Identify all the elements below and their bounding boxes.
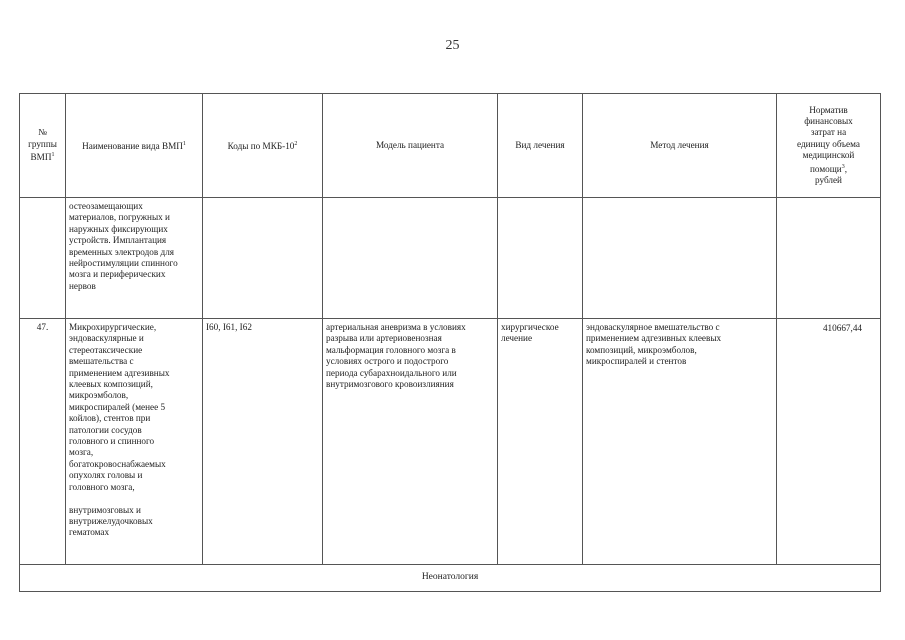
cell-treatment-method: эндоваскулярное вмешательство с применением адгезивных клеевых композиций, микроэмболов, микроспиралей и стентов (583, 319, 777, 565)
table-row (20, 319, 881, 565)
cell-empty (498, 198, 583, 319)
header-group-number: № группы ВМП$^1$ (20, 94, 66, 198)
cell-empty (20, 198, 66, 319)
cell-group-number: 47. (20, 319, 66, 565)
cell-patient-model: артериальная аневризма в условиях разрыва или артериовенозная мальформация головного мозга в условиях острого и подострого периода субарахноидального или внутримозгового кровоизлияния (323, 319, 498, 565)
cell-icd-codes: I60, I61, I62 (203, 319, 323, 565)
header-vmp-name: Наименование вида ВМП$^1$ (66, 94, 203, 198)
cell-empty (203, 198, 323, 319)
header-patient-model: Модель пациента (323, 94, 498, 198)
cell-cost: 410667,44 (777, 319, 881, 565)
page-number: 25 (445, 38, 460, 53)
header-icd-codes: Коды по МКБ-$10^2$ (203, 94, 323, 198)
section-title: Неонатология (20, 565, 881, 592)
table-row (20, 198, 881, 319)
cell-vmp-name-continued: остеозамещающих материалов, погружных и наружных фиксирующих устройств. Имплантация временных электродов для нейростимуляции спинного мозга и периферических нервов (66, 198, 203, 319)
section-row (20, 565, 881, 592)
cell-vmp-name: Микрохирургические, эндоваскулярные и стереотаксические вмешательства с применением адгезивных клеевых композиций, микроэмболов, микроспиралей (менее 5 койлов), стентов при патологии сосудов головного и спинного мозга, богатокровоснабжаемых опухолях головы и головного мозга, внутримозговых и внутрижелудочковых гематомах (66, 319, 203, 565)
header-treatment-type: Вид лечения (498, 94, 583, 198)
vmp-table (19, 93, 881, 592)
cell-empty (777, 198, 881, 319)
cell-empty (323, 198, 498, 319)
cell-treatment-type: хирургическое лечение (498, 319, 583, 565)
cell-empty (583, 198, 777, 319)
header-treatment-method: Метод лечения (583, 94, 777, 198)
header-row (20, 94, 881, 198)
header-cost-norm: Норматив финансовых затрат на единицу объема медицинской помощи$^3$, рублей (777, 94, 881, 198)
